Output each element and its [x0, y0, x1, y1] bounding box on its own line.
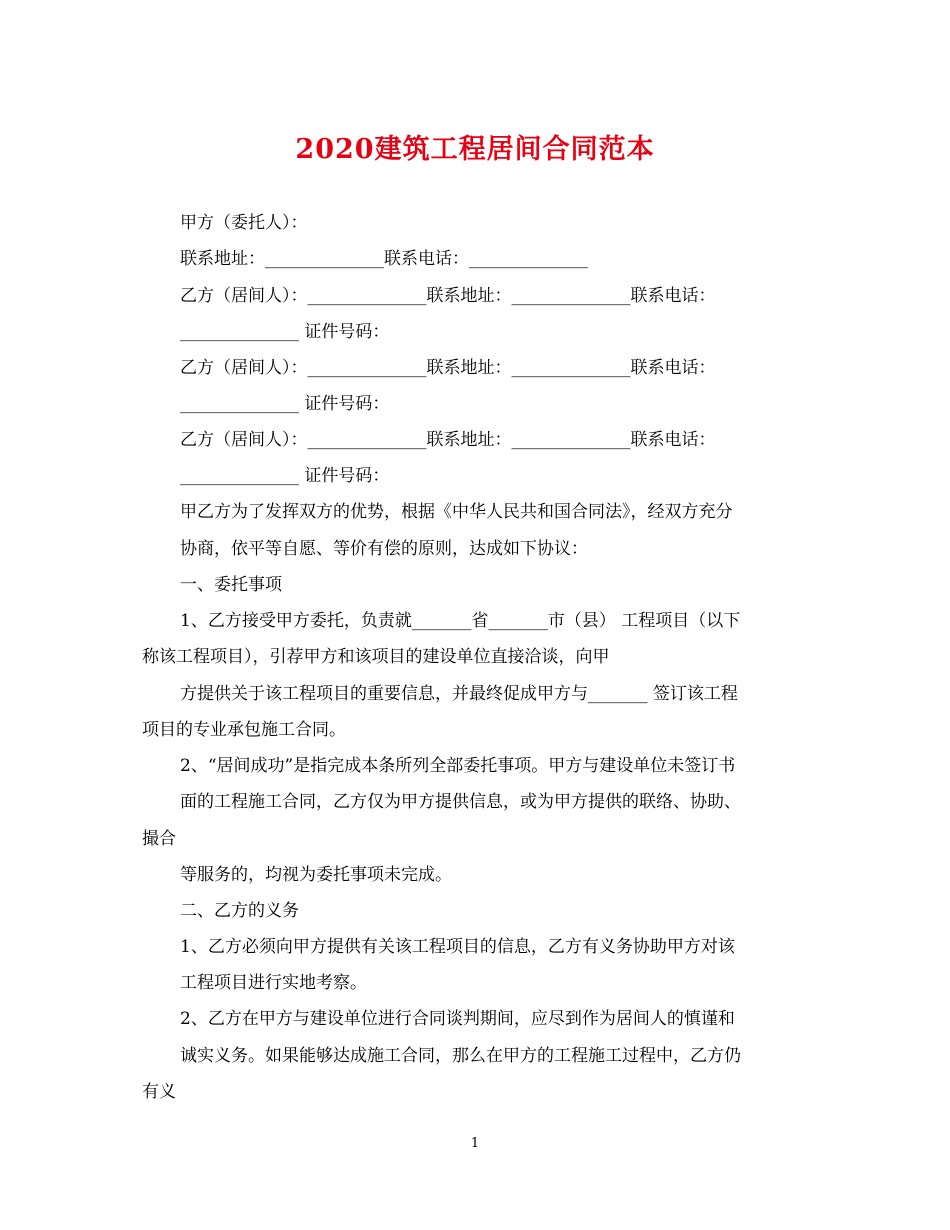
text-line: 工程项目进行实地考察。 — [180, 973, 367, 993]
text-line: ______________ 证件号码： — [180, 394, 390, 414]
document-title: 2020建筑工程居间合同范本 — [295, 134, 655, 165]
page-number: 1 — [470, 1136, 480, 1151]
text-line: 等服务的，均视为委托事项未完成。 — [180, 865, 452, 885]
text-line: 撮合 — [142, 829, 176, 849]
text-line: 乙方（居间人）：______________联系地址：______________联系电话： — [180, 286, 716, 306]
text-line: ______________ 证件号码： — [180, 322, 390, 342]
text-line: 乙方（居间人）：______________联系地址：______________联系电话： — [180, 430, 716, 450]
text-line: ______________ 证件号码： — [180, 466, 390, 486]
text-line: 面的工程施工合同，乙方仅为甲方提供信息，或为甲方提供的联络、协助、 — [180, 792, 741, 812]
text-line: 乙方（居间人）：______________联系地址：______________联系电话： — [180, 358, 716, 378]
section-heading: 一、委托事项 — [180, 575, 282, 595]
text-line: 甲方（委托人）： — [180, 213, 308, 233]
text-line: 1、乙方接受甲方委托，负责就_______省_______市（县） 工程项目（以下 — [180, 611, 741, 631]
text-line: 联系地址：______________联系电话：______________ — [180, 249, 588, 269]
text-line: 诚实义务。如果能够达成施工合同，那么在甲方的工程施工过程中，乙方仍 — [180, 1046, 741, 1066]
text-line: 1、乙方必须向甲方提供有关该工程项目的信息，乙方有义务协助甲方对该 — [180, 937, 735, 957]
text-line: 方提供关于该工程项目的重要信息，并最终促成甲方与_______ 签订该工程 — [180, 684, 738, 704]
text-line: 2、“居间成功”是指完成本条所列全部委托事项。甲方与建设单位未签订书 — [180, 756, 736, 776]
text-line: 项目的专业承包施工合同。 — [142, 720, 346, 740]
text-line: 2、乙方在甲方与建设单位进行合同谈判期间，应尽到作为居间人的慎谨和 — [180, 1009, 735, 1029]
text-line: 有义 — [142, 1082, 176, 1102]
text-line: 协商，依平等自愿、等价有偿的原则，达成如下协议： — [180, 539, 588, 559]
section-heading: 二、乙方的义务 — [180, 901, 299, 921]
text-line: 称该工程项目），引荐甲方和该项目的建设单位直接洽谈，向甲 — [142, 647, 610, 667]
text-line: 甲乙方为了发挥双方的优势，根据《中华人民共和国合同法》，经双方充分 — [180, 502, 733, 522]
